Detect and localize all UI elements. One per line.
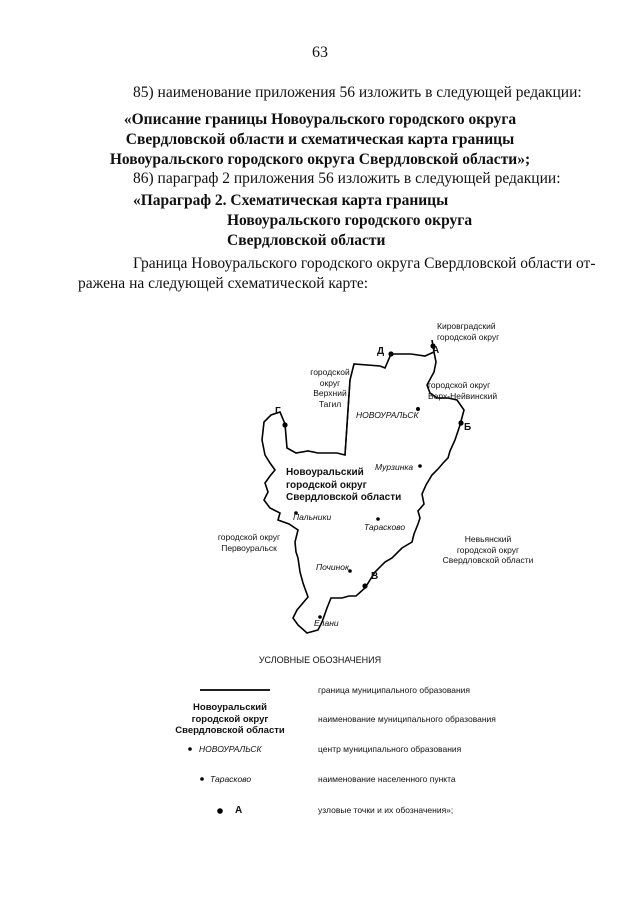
settlement-dot-taraskovo [376,517,380,521]
legend-settlement-dot-icon [200,777,204,781]
legend-text-node-point: узловые точки и их обозначения»; [318,805,454,815]
label-pervouralsk-line-1: городской округ [217,532,281,542]
paragraph-heading-line-3: Свердловской области [227,232,386,249]
legend-node-point-icon [217,808,223,814]
paragraph-heading-line-2: Новоуральского городского округа [227,212,473,229]
label-elani: Елани [314,618,339,628]
legend-text-boundary: граница муниципального образования [318,685,471,695]
legend-text-center: центр муниципального образования [318,744,462,754]
label-pochinok: Починок [316,562,350,572]
point-label-b: Б [464,422,472,433]
label-taraskovo: Тарасково [364,522,406,532]
item-85-text: 85) наименование приложения 56 изложить в следующей редакции: [133,84,582,101]
legend-title: УСЛОВНЫЕ ОБОЗНАЧЕНИЯ [258,655,382,665]
label-kirovgrad-line-1: Кировградский [437,321,496,331]
label-pervouralsk-line-2: Первоуральск [221,542,277,553]
legend-symbol-okrug-name-line-1: Новоуральский [193,702,267,713]
legend-center-dot-icon [188,747,192,751]
label-verkhniy-tagil [295,367,365,409]
label-verkhniy-tagil-line-1: городской [310,367,350,377]
label-kirovgrad [437,321,499,342]
appendix-title-line-1: «Описание границы Новоуральского городского округа [123,111,517,128]
legend-symbol-okrug-name-line-3: Свердловской области [175,725,285,736]
point-label-v: В [371,571,379,582]
legend-symbol-okrug-name [170,702,290,737]
label-kirovgrad-line-2: городской округ [437,331,500,342]
body-text-line-2: ражена на следующей схематической карте: [78,275,369,292]
label-murzinka: Мурзинка [375,462,414,472]
label-palniki: Пальники [293,512,332,522]
label-verkh-neyvinsky-line-2: Верх-Нейвинский [428,390,498,401]
label-center-novouralsk: НОВОУРАЛЬСК [356,410,419,420]
label-verkhniy-tagil-line-3: Верхний [313,388,347,398]
label-main-okrug-line-3: Свердловской области [286,492,402,503]
label-main-okrug-line-1: Новоуральский [286,467,364,478]
label-nevyansk-line-1: Невьянский [464,534,512,544]
label-nevyansk-line-3: Свердловской области [442,555,534,565]
node-point-b [458,420,463,425]
page-number: 63 [312,44,328,61]
label-nevyansk-line-2: городской округ [456,544,520,555]
point-label-g: Г [275,406,281,417]
legend-symbol-settlement: Тарасково [210,774,252,784]
label-verkh-neyvinsky [428,380,497,401]
node-point-g [282,422,287,427]
point-label-d: Д [377,346,385,357]
appendix-title-line-3-text: Новоуральского городского округа Свердловской области»; [109,151,531,168]
node-point-v [362,583,367,588]
settlement-dot-murzinka [418,464,422,468]
label-main-okrug [286,467,401,505]
label-pervouralsk [198,532,300,553]
legend-text-okrug-name: наименование муниципального образования [318,714,496,724]
legend-text-settlement: наименование населенного пункта [318,774,456,784]
node-point-d [388,351,393,356]
legend-symbol-center: НОВОУРАЛЬСК [199,744,262,754]
point-label-a: А [432,345,440,356]
body-text-line-1: Граница Новоуральского городского округа Свердловской области от- [133,255,596,272]
appendix-title-line-2: Свердловской области и схематическая карта границы [125,131,515,148]
label-main-okrug-line-2: городской округ [286,479,367,491]
item-86-text: 86) параграф 2 приложения 56 изложить в следующей редакции: [133,170,561,187]
legend-symbol-node-point: А [235,805,243,816]
legend-symbol-okrug-name-line-2: городской округ [191,713,269,725]
label-nevyansk [430,534,546,566]
label-verkhniy-tagil-line-2: округ [319,377,341,388]
label-verkh-neyvinsky-line-1: городской округ [428,380,491,390]
label-verkhniy-tagil-line-4: Тагил [318,398,342,409]
paragraph-heading-line-1: «Параграф 2. Схематическая карта границы [133,192,449,209]
